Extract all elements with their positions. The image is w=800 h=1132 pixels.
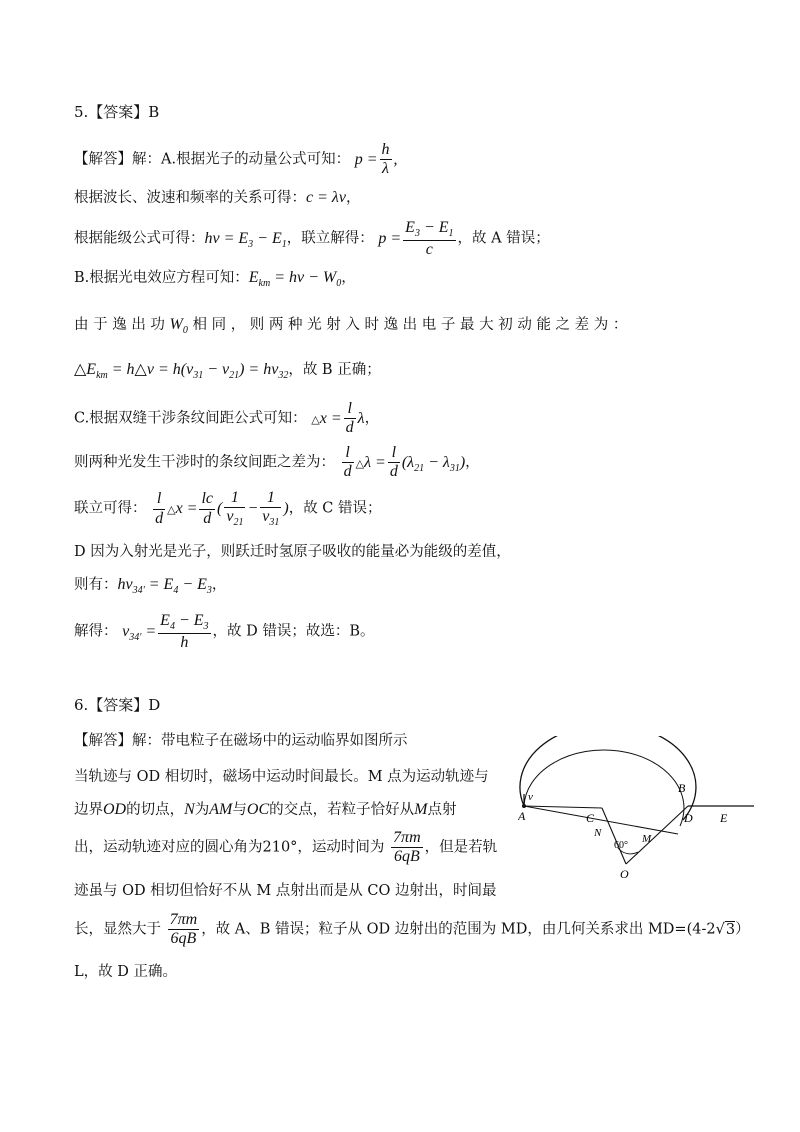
formula: $E_{km} = h\nu - W_0$ xyxy=(248,269,342,290)
text: ，故 D 错误；故选：B。 xyxy=(212,623,375,640)
text: 长，显然大于 xyxy=(74,921,161,938)
label-c: C xyxy=(586,811,595,825)
label-d: D xyxy=(684,811,693,825)
segment-od xyxy=(626,806,688,864)
text: 为 xyxy=(194,802,210,818)
text: 解得： xyxy=(74,623,118,640)
text: 的交点，若粒子恰好从 xyxy=(269,802,415,818)
formula: $W_0$ xyxy=(169,316,188,337)
trajectory-arc-outer xyxy=(520,736,696,820)
q5-line-2: 根据波长、波速和频率的关系可得：c = λν， xyxy=(74,189,361,206)
q5-line-8: 则两种光发生干涉时的条纹间距之差为： $\frac{l}{d}$ △λ = $\frac{l}{d}$ $(\lambda_{21} - \lambda_{31})$， xyxy=(74,444,480,481)
trajectory-arc-inner xyxy=(524,750,684,826)
text: 则有： xyxy=(74,577,118,593)
q5-line-5 xyxy=(74,313,627,336)
text: ，但是若轨 xyxy=(424,839,498,856)
formula: $\frac{l}{d}$ △x = $\frac{lc}{d}$ ( $\frac{1}{\nu_{21}}$ − $\frac{1}{\nu_{31}}$ ) xyxy=(155,489,289,529)
label-m: M xyxy=(642,833,652,845)
q5-line-9 xyxy=(74,489,382,529)
formula: N xyxy=(184,801,195,818)
formula: OC xyxy=(246,801,270,818)
point-a-dot xyxy=(522,804,526,808)
label-e: E xyxy=(720,811,728,825)
answer-label: 【解答】解： xyxy=(74,151,161,168)
q6-line-5: 迹虽与 OD 相切但恰好不从 M 点射出而是从 CO 边射出，时间最 xyxy=(74,883,497,899)
formula: AM xyxy=(209,801,233,818)
formula: p = $\frac{E_3 - E_1}{c}$ xyxy=(378,219,454,258)
q6-line-6: 长，显然大于 $\frac{7\pi m}{6qB}$ ，故 A、B 错误；粒子从 OD 边射出的范围为 MD，由几何关系求出 MD=(4-2√3） xyxy=(74,911,750,948)
answer-label: 【解答】解： xyxy=(74,733,161,749)
q5-line-4: B.根据光电效应方程可知：$E_{km} = h\nu - W_0$， xyxy=(74,269,356,290)
formula: $h\nu_{34'} = E_4 - E_3$ xyxy=(117,576,212,597)
label-a: A xyxy=(518,809,526,823)
formula: $h\nu = E_3 - E_1$ xyxy=(204,229,287,250)
q5-line-10: D 因为入射光是光子，则跃迁时氢原子吸收的能量必为能级的差值， xyxy=(74,544,511,560)
text: A.根据光子的动量公式可知： xyxy=(161,151,351,168)
text: 与 xyxy=(232,802,247,818)
q5-title: 5.【答案】B xyxy=(74,103,160,121)
text: B.根据光电效应方程可知： xyxy=(74,270,249,286)
magnetic-field-diagram xyxy=(518,736,758,886)
text: C.根据双缝干涉条纹间距公式可知： xyxy=(74,410,307,427)
q6-line-2: 当轨迹与 OD 相切时，磁场中运动时间最长。M 点为运动轨迹与 xyxy=(74,769,489,785)
label-b: B xyxy=(678,781,686,795)
q5-line-1 xyxy=(74,141,398,179)
label-n: N xyxy=(594,827,602,839)
label-angle: 60° xyxy=(614,840,628,851)
q6-line-1 xyxy=(74,729,408,750)
text: ，故 A 错误； xyxy=(457,230,550,247)
q6-line-3 xyxy=(74,798,456,819)
formula: OD xyxy=(103,801,127,818)
formula: M xyxy=(414,801,428,818)
formula: $\frac{l}{d}$ △λ = $\frac{l}{d}$ $(\lambda_{21} - \lambda_{31})$ xyxy=(343,444,466,481)
text: ） xyxy=(735,921,750,938)
text: 根据波长、波速和频率的关系可得： xyxy=(74,190,306,206)
text: 联立可得： xyxy=(74,500,147,517)
text: ，故 A、B 错误；粒子从 OD 边射出的范围为 MD，由几何关系求出 MD=(4-2 xyxy=(201,921,716,938)
formula: $\triangle E_{km}$ = h△ν = $h(\nu_{31} - \nu_{21}) = h\nu_{32}$ xyxy=(74,361,289,382)
formula: c = λν xyxy=(306,189,346,206)
text: ，联立解得： xyxy=(286,230,374,247)
segment-co xyxy=(602,808,626,864)
text: 由 于 逸 出 功 xyxy=(74,317,165,333)
text: ，故 B 正确； xyxy=(288,362,381,378)
sqrt-value: 3 xyxy=(725,921,736,938)
q5-line-11: 则有：$h\nu_{34'} = E_4 - E_3$， xyxy=(74,576,227,597)
text: 出，运动轨迹对应的圆心角为210°，运动时间为 xyxy=(74,839,385,856)
q5-line-12 xyxy=(74,612,375,652)
q6-line-7: L，故 D 正确。 xyxy=(74,964,177,980)
label-o: O xyxy=(620,867,629,881)
formula: p = $\frac{h}{\lambda}$ , xyxy=(354,141,398,178)
label-v: v xyxy=(528,791,533,803)
formula: △x = $\frac{l}{d}$ λ xyxy=(311,400,365,437)
text: 根据能级公式可得： xyxy=(74,230,205,247)
text: 则两种光发生干涉时的条纹间距之差为： xyxy=(74,454,335,471)
q5-line-7: C.根据双缝干涉条纹间距公式可知： △x = $\frac{l}{d}$ λ， xyxy=(74,400,380,437)
text: 点射 xyxy=(427,802,457,818)
text: 边界 xyxy=(74,802,103,818)
text: 相 同 ， 则 两 种 光 射 入 时 逸 出 电 子 最 大 初 动 能 之 差 为 ： xyxy=(192,317,628,333)
q6-title: 6.【答案】D xyxy=(74,696,161,714)
text: ，故 C 错误； xyxy=(288,500,382,517)
q6-line-4 xyxy=(74,829,497,867)
text: 带电粒子在磁场中的运动临界如图所示 xyxy=(161,733,408,749)
formula: $\frac{7\pi m}{6qB}$ xyxy=(393,829,421,866)
formula: $\nu_{34'}$ = $\frac{E_4 - E_3}{h}$ xyxy=(122,612,209,651)
q5-line-6 xyxy=(74,358,381,381)
text: 的切点， xyxy=(126,802,185,818)
q5-line-3 xyxy=(74,219,550,259)
formula: $\frac{7\pi m}{6qB}$ xyxy=(169,911,198,948)
